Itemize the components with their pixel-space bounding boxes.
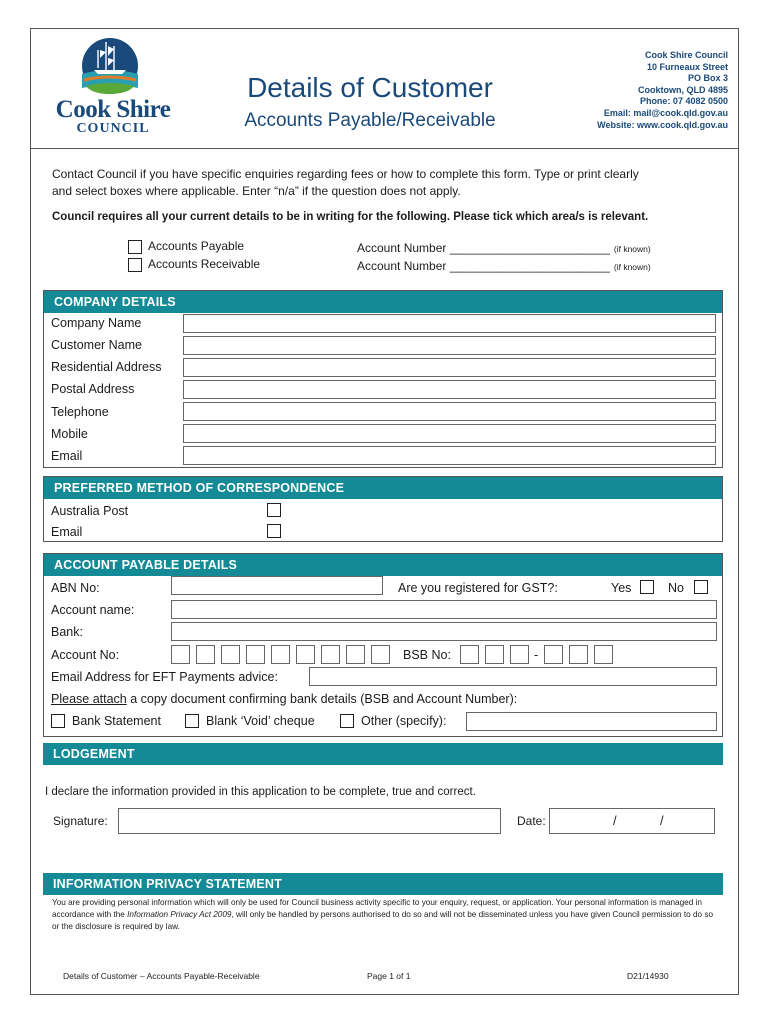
digit-box[interactable]: [485, 645, 504, 664]
mobile-input[interactable]: [183, 424, 716, 443]
contact-line: Cooktown, QLD 4895: [637, 84, 728, 95]
attach-instruction: [51, 692, 517, 706]
account-number-payable: [357, 241, 651, 255]
telephone-label: Telephone: [51, 405, 109, 419]
mobile-label: Mobile: [51, 427, 88, 441]
contact-line: 10 Furneaux Street: [646, 61, 728, 72]
abn-input[interactable]: [171, 576, 383, 595]
area-accounts-receivable[interactable]: [128, 257, 260, 272]
digit-box[interactable]: [569, 645, 588, 664]
postal-address-input[interactable]: [183, 380, 716, 399]
area-label: Accounts Receivable: [148, 257, 261, 271]
digit-box[interactable]: [544, 645, 563, 664]
eft-email-label: Email Address for EFT Payments advice:: [51, 670, 278, 684]
void-cheque-checkbox[interactable]: [185, 714, 199, 728]
signature-input[interactable]: [118, 808, 501, 834]
privacy-section: [43, 873, 723, 895]
logo-subtitle: COUNCIL: [76, 121, 150, 136]
account-number-label: Account Number ________________________: [357, 241, 610, 255]
section-heading: COMPANY DETAILS: [44, 291, 722, 313]
gst-yes-checkbox[interactable]: [640, 580, 654, 594]
signature-label: Signature:: [53, 814, 108, 828]
date-separator: /: [613, 813, 617, 828]
eft-email-input[interactable]: [309, 667, 717, 686]
bsb-label: BSB No:: [403, 648, 451, 662]
email-input[interactable]: [183, 446, 716, 465]
void-cheque-label: Blank ‘Void’ cheque: [206, 714, 315, 728]
section-heading: LODGEMENT: [43, 743, 723, 765]
gst-no-checkbox[interactable]: [694, 580, 708, 594]
area-accounts-payable[interactable]: [128, 239, 244, 254]
bsb-digit-boxes-second[interactable]: [544, 645, 619, 664]
intro-line: Contact Council if you have specific enquiries regarding fees or how to complete this form. Type or print clearly: [52, 167, 639, 181]
footer-doc-title: Details of Customer – Accounts Payable-Receivable: [63, 971, 260, 981]
area-label: Accounts Payable: [148, 239, 245, 253]
contact-line: Cook Shire Council: [644, 50, 728, 60]
if-known-hint: (if known): [613, 262, 651, 272]
other-checkbox[interactable]: [340, 714, 354, 728]
bank-statement-checkbox[interactable]: [51, 714, 65, 728]
privacy-act-name: Information Privacy Act 2009: [127, 910, 232, 919]
council-contact-block: [597, 50, 728, 131]
digit-box[interactable]: [371, 645, 390, 664]
gst-question: Are you registered for GST?:: [398, 581, 558, 595]
bank-statement-label: Bank Statement: [72, 714, 161, 728]
contact-line: PO Box 3: [687, 73, 728, 84]
residential-address-label: Residential Address: [51, 360, 162, 374]
digit-box[interactable]: [246, 645, 265, 664]
if-known-hint: (if known): [613, 244, 651, 254]
digit-box[interactable]: [346, 645, 365, 664]
header-divider: [30, 148, 739, 149]
footer-page-number: Page 1 of 1: [367, 971, 411, 981]
digit-box[interactable]: [594, 645, 613, 664]
intro-text: [52, 166, 712, 200]
gst-yes-label: Yes: [611, 581, 632, 595]
date-label: Date:: [517, 814, 546, 828]
company-name-input[interactable]: [183, 314, 716, 333]
intro-line: and select boxes where applicable. Enter “n/a” if the question does not apply.: [52, 184, 461, 198]
residential-address-input[interactable]: [183, 358, 716, 377]
digit-box[interactable]: [321, 645, 340, 664]
document-title: Details of Customer: [247, 72, 493, 103]
email-label: Email: [51, 449, 83, 463]
privacy-part2: , will only be handled by persons authorised to do so and will not be disseminated unless you have given Council permission to do so or the disclosure is required by law.: [52, 910, 714, 931]
digit-box[interactable]: [171, 645, 190, 664]
attach-underlined: Please attach: [51, 692, 127, 706]
section-heading: ACCOUNT PAYABLE DETAILS: [44, 554, 722, 576]
correspondence-section: [43, 476, 723, 542]
account-name-label: Account name:: [51, 603, 135, 617]
logo-title: Cook Shire: [55, 96, 171, 123]
digit-box[interactable]: [196, 645, 215, 664]
privacy-statement-text: [52, 897, 722, 933]
australia-post-label: Australia Post: [51, 504, 129, 518]
contact-line: Website: www.cook.qld.gov.au: [597, 119, 728, 130]
digit-box[interactable]: [296, 645, 315, 664]
attach-rest: a copy document confirming bank details (BSB and Account Number):: [126, 692, 518, 706]
digit-box[interactable]: [510, 645, 529, 664]
privacy-part1: You are providing personal information which will only be used for Council business activity specific to your enquiry, request, or application. Your personal information is managed in accordance with the: [52, 898, 702, 919]
company-name-label: Company Name: [51, 316, 142, 330]
bank-label: Bank:: [51, 625, 83, 639]
account-no-label: Account No:: [51, 648, 120, 662]
accounts-payable-checkbox[interactable]: [128, 240, 142, 254]
date-separator: /: [660, 813, 664, 828]
bsb-digit-boxes-first[interactable]: [460, 645, 535, 664]
customer-name-input[interactable]: [183, 336, 716, 355]
gst-no-label: No: [668, 581, 684, 595]
digit-box[interactable]: [271, 645, 290, 664]
digit-box[interactable]: [221, 645, 240, 664]
customer-name-label: Customer Name: [51, 338, 142, 352]
account-number-receivable: [357, 259, 651, 273]
australia-post-checkbox[interactable]: [267, 503, 281, 517]
contact-line: Phone: 07 4082 0500: [639, 96, 728, 107]
lodgement-section: [43, 743, 723, 765]
correspondence-email-label: Email: [51, 525, 83, 539]
other-label: Other (specify):: [361, 714, 447, 728]
accounts-receivable-checkbox[interactable]: [128, 258, 142, 272]
account-no-digit-boxes[interactable]: [171, 645, 396, 664]
account-number-label: Account Number ________________________: [357, 259, 610, 273]
contact-line: Email: mail@cook.qld.gov.au: [603, 107, 728, 118]
postal-address-label: Postal Address: [51, 382, 135, 396]
correspondence-email-checkbox[interactable]: [267, 524, 281, 538]
section-heading: INFORMATION PRIVACY STATEMENT: [43, 873, 723, 895]
abn-label: ABN No:: [51, 581, 100, 595]
other-specify-input[interactable]: [466, 712, 717, 731]
footer-doc-reference: D21/14930: [627, 971, 669, 981]
bsb-separator: -: [534, 648, 539, 662]
section-heading: PREFERRED METHOD OF CORRESPONDENCE: [44, 477, 722, 499]
account-name-input[interactable]: [171, 600, 717, 619]
bank-input[interactable]: [171, 622, 717, 641]
digit-box[interactable]: [460, 645, 479, 664]
telephone-input[interactable]: [183, 402, 716, 421]
intro-instruction: Council requires all your current details to be in writing for the following. Please tick which area/s is relevant.: [52, 211, 649, 223]
date-input[interactable]: [549, 808, 715, 834]
document-subtitle: Accounts Payable/Receivable: [244, 110, 496, 131]
declaration-text: I declare the information provided in this application to be complete, true and correct.: [45, 786, 476, 798]
